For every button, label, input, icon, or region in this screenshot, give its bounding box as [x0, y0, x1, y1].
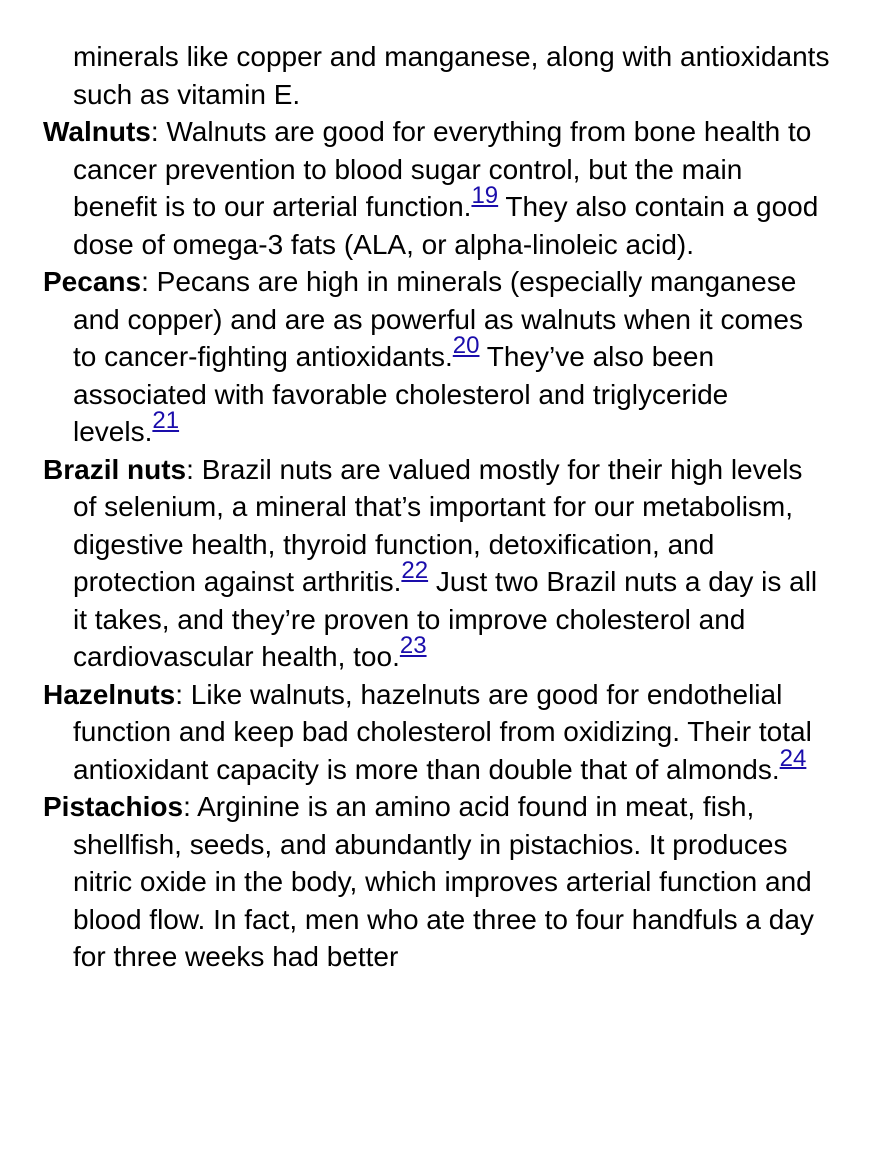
footnote-link[interactable]: 23: [399, 631, 427, 659]
entry-pecans: [43, 263, 833, 451]
entry-text: : Like walnuts, hazelnuts are good for endothelial function and keep bad cholesterol from oxidizing. Their total antioxidant capacity is more than double that of almonds.: [73, 678, 812, 785]
entry-text: : Walnuts are good for everything from bone health to cancer prevention to blood sugar control, but the main benefit is to our arterial function.: [73, 116, 812, 222]
entry-continuation: [43, 38, 833, 113]
footnote-link[interactable]: 21: [152, 406, 180, 434]
entry-text: minerals like copper and manganese, along with antioxidants such as vitamin E.: [73, 41, 830, 110]
footnote-link[interactable]: 22: [401, 556, 429, 584]
entry-term: Pistachios: [43, 791, 184, 822]
entry-text: : Arginine is an amino acid found in meat, fish, shellfish, seeds, and abundantly in pistachios. It produces nitric oxide in the body, which improves arterial function and blood flow. In fact, men who ate three to four handfuls a day for three weeks had better: [73, 791, 814, 972]
entry-text: : Pecans are high in minerals (especially manganese and copper) and are as powerful as walnuts when it comes to cancer-fighting antioxidants.: [73, 266, 803, 372]
footnote-link[interactable]: 19: [471, 181, 499, 209]
entry-brazil-nuts: [43, 451, 833, 676]
entry-term: Hazelnuts: [43, 678, 176, 710]
entry-term: Pecans: [43, 266, 142, 297]
entry-hazelnuts: [43, 676, 833, 789]
entry-text: They also contain a good dose of omega-3 fats (ALA, or alpha-linoleic acid).: [73, 191, 819, 260]
entry-walnuts: [43, 113, 833, 263]
entry-pistachios: [43, 788, 833, 976]
entry-text: : Brazil nuts are valued mostly for their high levels of selenium, a mineral that’s important for our metabolism, digestive health, thyroid function, detoxification, and protection against arthritis.: [73, 453, 803, 597]
entry-text: Just two Brazil nuts a day is all it takes, and they’re proven to improve cholesterol and cardiovascular health, too.: [73, 566, 818, 672]
entry-text: They’ve also been associated with favorable cholesterol and triglyceride levels.: [73, 341, 729, 447]
entry-term: Brazil nuts: [43, 453, 187, 485]
entry-term: Walnuts: [43, 116, 151, 147]
footnote-link[interactable]: 20: [452, 331, 480, 359]
footnote-link[interactable]: 24: [779, 744, 807, 772]
